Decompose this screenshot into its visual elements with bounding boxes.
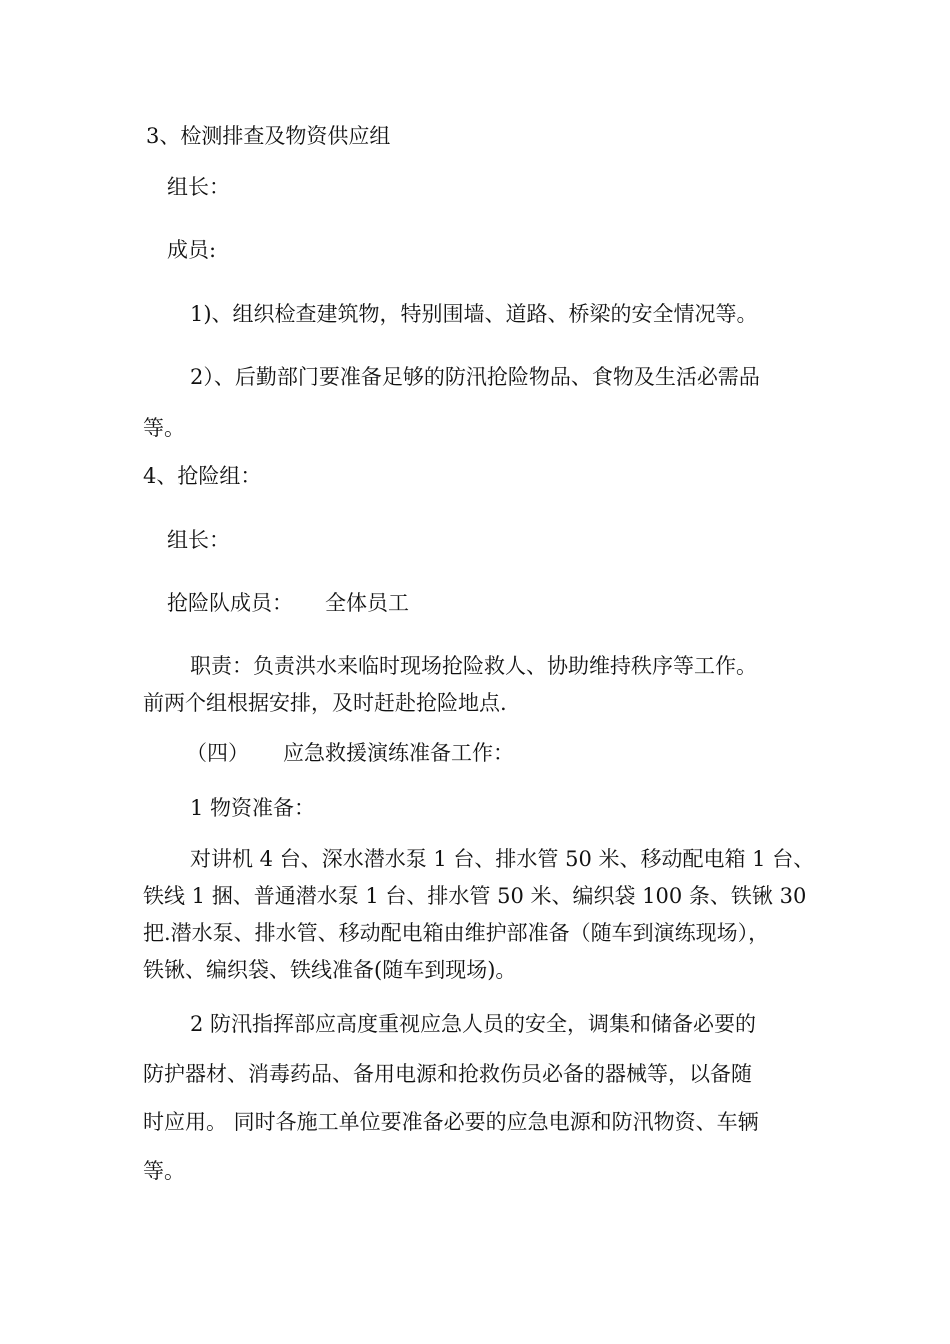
section4-leader: 组长： (167, 528, 230, 552)
section4-members-value: 全体员工 (325, 591, 409, 615)
materials-heading: 1 物资准备： (190, 796, 316, 820)
section3-heading: 3、检测排查及物资供应组 (146, 124, 391, 148)
section4-duty-line2: 前两个组根据安排，及时赶赴抢险地点. (143, 691, 507, 715)
materials-line4: 铁锹、编织袋、铁线准备(随车到现场)。 (143, 958, 517, 982)
materials-line2: 铁线 1 捆、普通潜水泵 1 台、排水管 50 米、编织袋 100 条、铁锹 30 (143, 884, 807, 908)
section3-item1: 1)、组织检查建筑物，特别围墙、道路、桥梁的安全情况等。 (190, 302, 758, 326)
section3-leader: 组长： (167, 175, 230, 199)
safety-line2: 防护器材、消毒药品、备用电源和抢救伤员必备的器械等，以备随 (143, 1062, 752, 1086)
materials-line3: 把.潜水泵、排水管、移动配电箱由维护部准备（随车到演练现场）， (143, 921, 770, 945)
section3-item2-line2: 等。 (143, 416, 185, 440)
part4-number: （四） (186, 741, 249, 765)
section3-members: 成员: (167, 238, 217, 262)
safety-line3: 时应用。 同时各施工单位要准备必要的应急电源和防汛物资、车辆 (143, 1110, 759, 1134)
part4-heading (186, 743, 514, 764)
section4-duty-line1: 职责：负责洪水来临时现场抢险救人、协助维持秩序等工作。 (190, 654, 757, 678)
section4-members-row (167, 593, 409, 614)
section4-heading: 4、抢险组： (143, 464, 262, 488)
section3-item2-line1: 2）、后勤部门要准备足够的防汛抢险物品、食物及生活必需品 (190, 365, 760, 389)
safety-line1: 2 防汛指挥部应高度重视应急人员的安全，调集和储备必要的 (190, 1012, 757, 1036)
materials-line1: 对讲机 4 台、深水潜水泵 1 台、排水管 50 米、移动配电箱 1 台、 (190, 847, 815, 871)
part4-title: 应急救援演练准备工作： (283, 741, 514, 765)
safety-line4: 等。 (143, 1159, 185, 1183)
section4-members-label: 抢险队成员： (167, 591, 293, 615)
